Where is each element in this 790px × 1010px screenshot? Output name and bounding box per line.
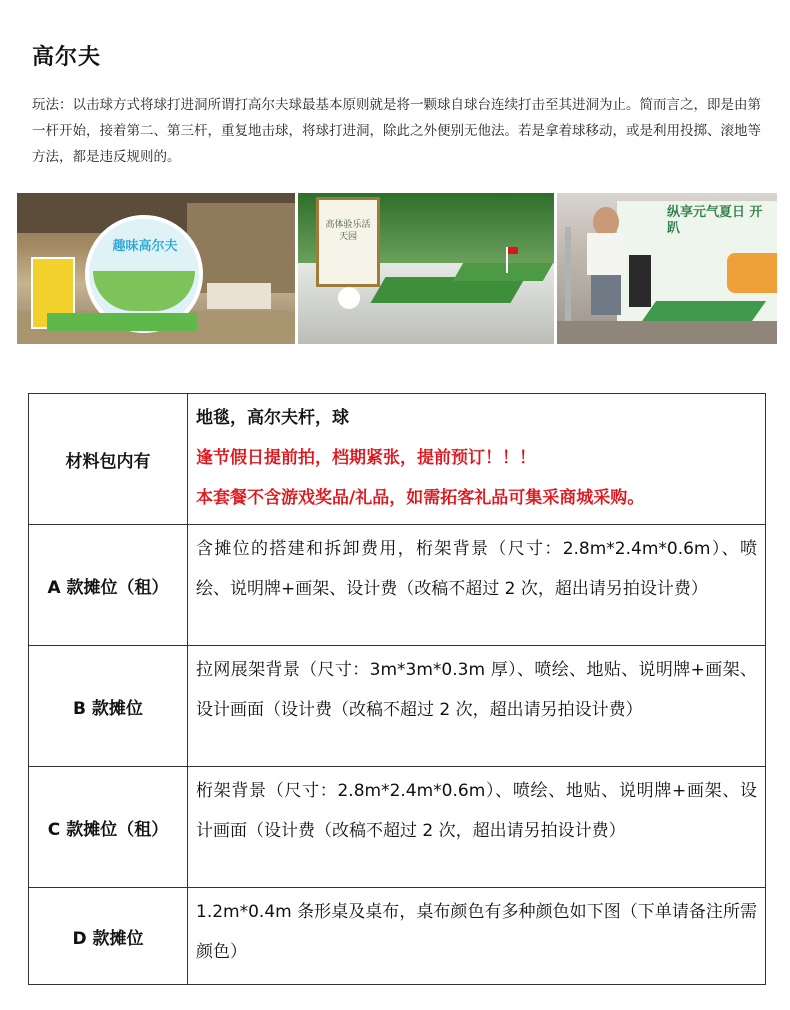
table-row (29, 394, 766, 525)
row-label: D 款摊位 (29, 888, 188, 985)
row-label: C 款摊位（租） (29, 767, 188, 888)
row-content: 桁架背景（尺寸：2.8m*2.4m*0.6m）、喷绘、地贴、说明牌+画架、设计画面（设计费（改稿不超过 2 次，超出请另拍设计费） (188, 767, 766, 888)
row-content: 含摊位的搭建和拆卸费用，桁架背景（尺寸：2.8m*2.4m*0.6m）、喷绘、说明牌+画架、设计费（改稿不超过 2 次，超出请另拍设计费） (188, 525, 766, 646)
table-row (29, 888, 766, 985)
sign-text: 趣味高尔夫 (112, 239, 178, 254)
row-label: 材料包内有 (29, 394, 188, 525)
sign-text: 高体验乐活天园 (325, 220, 371, 242)
photo-strip (17, 193, 777, 344)
row-label: A 款摊位（租） (29, 525, 188, 646)
gift-notice: 本套餐不含游戏奖品/礼品，如需拓客礼品可集采商城采购。 (196, 488, 645, 508)
package-table (28, 393, 766, 985)
photo-putting-mats (298, 193, 554, 344)
page-title: 高尔夫 (32, 45, 102, 70)
banner-text: 纵享元气夏日 开趴 (667, 205, 763, 236)
booking-notice: 逢节假日提前拍，档期紧张，提前预订！！！ (196, 448, 536, 468)
photo-event-banner (557, 193, 777, 344)
row-content: 1.2m*0.4m 条形桌及桌布，桌布颜色有多种颜色如下图（下单请备注所需颜色） (188, 888, 766, 985)
photo-booth-round-sign (17, 193, 295, 344)
table-row (29, 646, 766, 767)
intro-paragraph: 玩法：以击球方式将球打进洞所谓打高尔夫球最基本原则就是将一颗球自球台连续打击至其进洞为止。简而言之，即是由第一杆开始，接着第二、第三杆，重复地击球，将球打进洞，除此之外便别无他法。若是拿着球移动，或是利用投掷、滚地等方法，都是违反规则的。 (32, 97, 761, 165)
table-row (29, 525, 766, 646)
table-row (29, 767, 766, 888)
row-content: 拉网展架背景（尺寸：3m*3m*0.3m 厚）、喷绘、地贴、说明牌+画架、设计画面（设计费（改稿不超过 2 次，超出请另拍设计费） (188, 646, 766, 767)
row-content (188, 394, 766, 525)
materials-line: 地毯，高尔夫杆，球 (196, 408, 349, 428)
row-label: B 款摊位 (29, 646, 188, 767)
